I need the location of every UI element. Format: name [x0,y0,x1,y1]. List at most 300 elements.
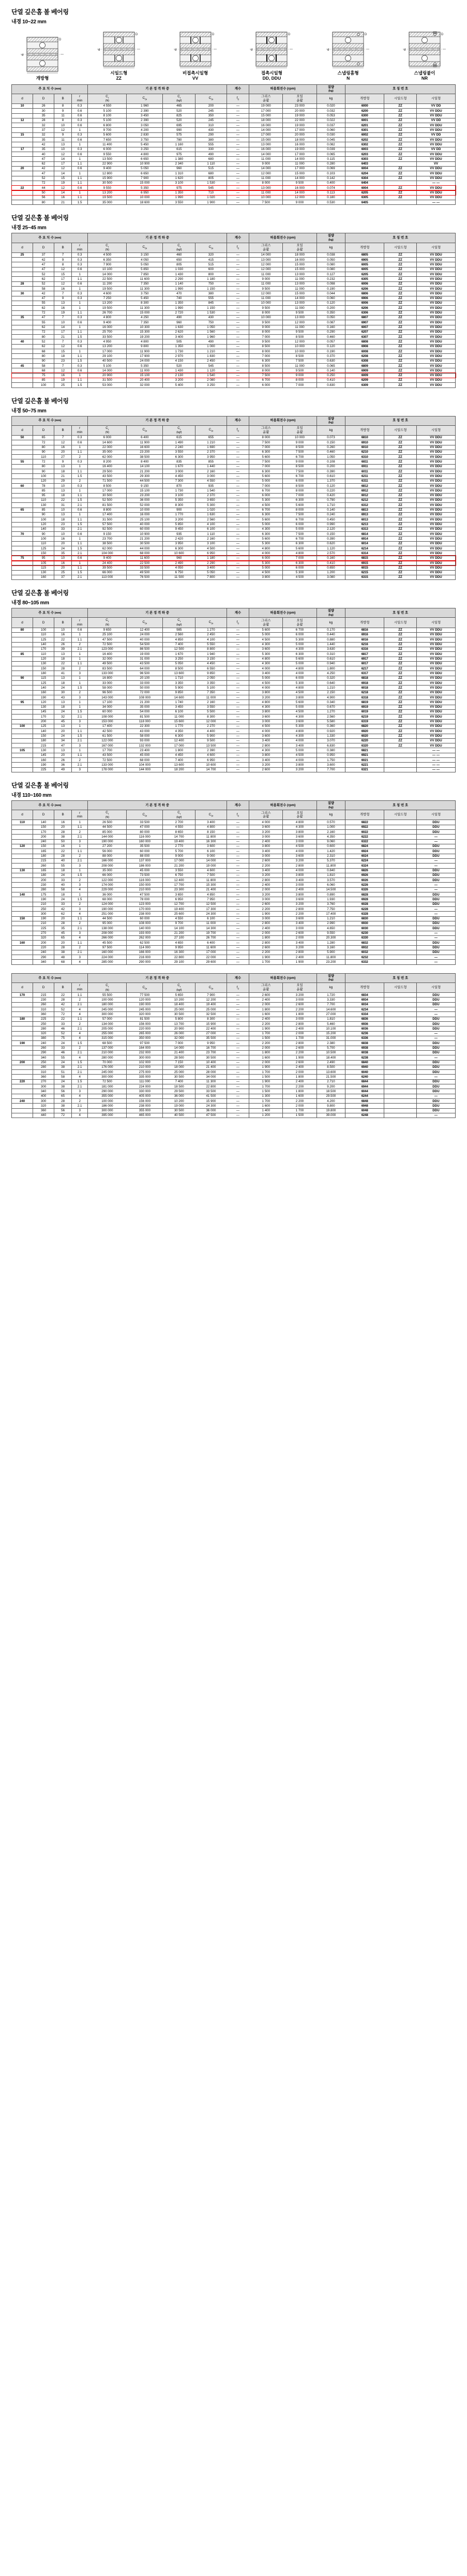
table-row[interactable] [12,632,456,637]
cell-no-seal[interactable]: VV DDU [416,666,455,671]
table-row[interactable] [12,296,456,301]
cell-no-seal[interactable]: — [416,907,455,912]
cell-no-shield[interactable] [384,960,417,964]
cell-no-open[interactable]: 6926 [345,873,384,877]
cell-no-seal[interactable]: VV DD [416,147,455,152]
cell-no-shield[interactable]: ZZ [384,522,417,527]
table-row[interactable] [12,262,456,267]
cell-no-open[interactable]: 6213 [345,522,384,527]
cell-no-seal[interactable]: VV DDU [416,330,455,334]
cell-no-shield[interactable]: ZZ [384,532,417,537]
cell-no-seal[interactable]: — [416,1031,455,1036]
cell-no-seal[interactable]: VV DDU [416,364,455,368]
cell-no-open[interactable]: 6836 [345,1017,384,1021]
cell-no-seal[interactable]: DDU [416,921,455,926]
cell-no-shield[interactable] [384,1065,417,1069]
cell-no-seal[interactable]: DDU [416,1026,455,1031]
table-row[interactable] [12,1108,456,1113]
cell-no-shield[interactable]: ZZ [384,166,417,171]
table-row[interactable] [12,479,456,483]
cell-no-shield[interactable]: ZZ [384,503,417,508]
cell-no-open[interactable]: 6928 [345,897,384,902]
cell-no-open[interactable]: 6908 [345,344,384,349]
cell-no-open[interactable]: 6005 [345,267,384,272]
cell-no-open[interactable]: 6228 [345,907,384,912]
table-row[interactable] [12,281,456,286]
cell-no-open[interactable]: 6807 [345,315,384,320]
cell-no-seal[interactable]: VV DDU [416,320,455,325]
cell-no-seal[interactable]: VV DDU [416,469,455,474]
cell-no-shield[interactable] [384,748,417,753]
cell-no-seal[interactable]: VV DDU [416,541,455,546]
cell-no-shield[interactable]: ZZ [384,277,417,281]
cell-no-shield[interactable]: ZZ [384,508,417,512]
cell-no-open[interactable]: 6212 [345,498,384,502]
cell-no-open[interactable]: 6312 [345,503,384,508]
table-row[interactable] [12,676,456,680]
cell-no-seal[interactable]: DDU [416,830,455,835]
cell-no-shield[interactable] [384,926,417,931]
table-row[interactable] [12,325,456,330]
cell-no-open[interactable]: 6224 [345,858,384,863]
cell-no-shield[interactable]: ZZ [384,705,417,709]
table-row[interactable] [12,128,456,132]
cell-no-shield[interactable]: ZZ [384,512,417,517]
cell-no-seal[interactable]: VV DDU [416,532,455,537]
cell-no-seal[interactable]: VV DDU [416,176,455,181]
cell-no-shield[interactable] [384,931,417,935]
cell-no-shield[interactable]: ZZ [384,440,417,445]
cell-no-open[interactable]: 6814 [345,532,384,537]
cell-no-seal[interactable]: VV DDU [416,157,455,161]
table-row[interactable] [12,993,456,997]
cell-no-open[interactable]: 6232 [345,955,384,960]
cell-no-open[interactable]: 6821 [345,748,384,753]
table-row[interactable] [12,450,456,454]
cell-no-open[interactable]: 6222 [345,835,384,839]
table-row[interactable] [12,469,456,474]
cell-no-shield[interactable]: ZZ [384,383,417,388]
cell-no-open[interactable]: 6806 [345,291,384,296]
table-row[interactable] [12,474,456,479]
cell-no-shield[interactable]: ZZ [384,637,417,642]
cell-no-seal[interactable]: VV DDU [416,681,455,686]
cell-no-seal[interactable]: VV DD [416,118,455,123]
cell-no-open[interactable]: 6044 [345,1089,384,1094]
cell-no-shield[interactable] [384,1007,417,1012]
table-row[interactable] [12,277,456,281]
cell-no-shield[interactable]: ZZ [384,354,417,359]
table-row[interactable] [12,926,456,931]
cell-no-seal[interactable]: VV DDU [416,522,455,527]
cell-no-shield[interactable]: ZZ [384,359,417,363]
table-row[interactable] [12,445,456,450]
cell-no-shield[interactable]: ZZ [384,190,417,195]
cell-no-shield[interactable] [384,941,417,945]
table-row[interactable] [12,863,456,868]
cell-no-open[interactable]: 6244 [345,1094,384,1098]
cell-no-seal[interactable]: VV DDU [416,267,455,272]
cell-no-seal[interactable]: DDU [416,1070,455,1075]
cell-no-shield[interactable]: ZZ [384,561,417,565]
cell-no-open[interactable]: 6226 [345,883,384,887]
cell-no-shield[interactable] [384,997,417,1002]
table-row[interactable] [12,359,456,363]
cell-no-open[interactable]: 6206 [345,306,384,310]
cell-no-seal[interactable]: DDU [416,873,455,877]
table-row[interactable] [12,575,456,579]
cell-no-open[interactable]: 6028 [345,902,384,906]
cell-no-open[interactable]: 6026 [345,878,384,883]
cell-no-shield[interactable]: ZZ [384,373,417,378]
cell-no-open[interactable]: 6919 [345,705,384,709]
cell-no-open[interactable]: 6840 [345,1060,384,1065]
table-row[interactable] [12,1075,456,1079]
cell-no-open[interactable]: 6914 [345,537,384,541]
cell-no-shield[interactable]: ZZ [384,310,417,315]
cell-no-seal[interactable]: VV DDU [416,378,455,382]
cell-no-shield[interactable]: ZZ [384,498,417,502]
table-row[interactable] [12,916,456,921]
cell-no-seal[interactable]: VV DDU [416,291,455,296]
cell-no-open[interactable]: 6014 [345,541,384,546]
cell-no-shield[interactable]: ZZ [384,445,417,450]
cell-no-shield[interactable] [384,1055,417,1060]
table-row[interactable] [12,709,456,714]
cell-no-seal[interactable]: VV DDU [416,642,455,647]
table-row[interactable] [12,719,456,724]
cell-no-open[interactable]: 6832 [345,941,384,945]
table-row[interactable] [12,1041,456,1046]
cell-no-seal[interactable]: — — [416,748,455,753]
cell-no-open[interactable]: 6330 [345,935,384,940]
cell-no-open[interactable]: 6211 [345,474,384,479]
cell-no-shield[interactable]: ZZ [384,729,417,734]
cell-no-shield[interactable] [384,878,417,883]
cell-no-open[interactable]: 6830 [345,916,384,921]
cell-no-open[interactable]: 6236 [345,1031,384,1036]
cell-no-open[interactable]: 6004 [345,166,384,171]
cell-no-seal[interactable]: VV DDU [416,373,455,378]
cell-no-open[interactable]: 6008 [345,349,384,354]
table-row[interactable] [12,753,456,757]
table-row[interactable] [12,883,456,887]
cell-no-shield[interactable]: ZZ [384,724,417,728]
cell-no-seal[interactable]: DDU [416,1002,455,1007]
cell-no-seal[interactable]: VV DDU [416,354,455,359]
cell-no-seal[interactable]: VV DDU [416,676,455,680]
cell-no-open[interactable]: 6003 [345,147,384,152]
cell-no-shield[interactable]: ZZ [384,657,417,661]
table-row[interactable] [12,190,456,195]
cell-no-open[interactable]: 6321 [345,767,384,772]
cell-no-shield[interactable]: ZZ [384,272,417,277]
cell-no-shield[interactable]: ZZ [384,537,417,541]
cell-no-seal[interactable]: VV DDU [416,277,455,281]
cell-no-shield[interactable] [384,767,417,772]
cell-no-open[interactable]: 6048 [345,1108,384,1113]
cell-no-open[interactable]: 6015 [345,565,384,570]
cell-no-seal[interactable]: VV DDU [416,705,455,709]
cell-no-shield[interactable] [384,1060,417,1065]
cell-no-shield[interactable]: ZZ [384,287,417,291]
cell-no-seal[interactable]: VV DDU [416,628,455,632]
cell-no-shield[interactable]: ZZ [384,281,417,286]
table-row[interactable] [12,858,456,863]
table-row[interactable] [12,690,456,695]
cell-no-shield[interactable]: ZZ [384,138,417,142]
table-row[interactable] [12,849,456,854]
cell-no-shield[interactable]: ZZ [384,743,417,748]
cell-no-seal[interactable]: — — [416,753,455,757]
table-row[interactable] [12,1065,456,1069]
cell-no-seal[interactable]: VV DDU [416,459,455,464]
cell-no-shield[interactable] [384,1026,417,1031]
cell-no-open[interactable]: 6944 [345,1084,384,1089]
cell-no-seal[interactable]: VV DDU [416,652,455,657]
cell-no-seal[interactable]: — [416,863,455,868]
cell-no-seal[interactable]: DDU [416,849,455,854]
cell-no-seal[interactable]: DDU [416,950,455,955]
cell-no-open[interactable]: 6403 [345,161,384,166]
cell-no-open[interactable]: 6924 [345,849,384,854]
cell-no-shield[interactable]: ZZ [384,700,417,705]
cell-no-seal[interactable]: VV DDU [416,335,455,339]
cell-no-seal[interactable]: DDU [416,844,455,848]
cell-no-shield[interactable] [384,1094,417,1098]
cell-no-open[interactable]: 6820 [345,724,384,728]
cell-no-open[interactable]: 6203 [345,152,384,157]
cell-no-open[interactable]: 6906 [345,296,384,301]
cell-no-open[interactable]: 6916 [345,632,384,637]
table-row[interactable] [12,166,456,171]
cell-no-seal[interactable]: VV DDU [416,488,455,493]
cell-no-seal[interactable]: DDU [416,1017,455,1021]
table-row[interactable] [12,931,456,935]
cell-no-open[interactable]: 6207 [345,330,384,334]
table-row[interactable] [12,484,456,488]
cell-no-open[interactable]: 6313 [345,527,384,531]
table-row[interactable] [12,335,456,339]
cell-no-shield[interactable] [384,916,417,921]
cell-no-open[interactable]: 6938 [345,1046,384,1050]
table-row[interactable] [12,729,456,734]
cell-no-shield[interactable] [384,993,417,997]
cell-no-seal[interactable]: DDU [416,993,455,997]
cell-no-seal[interactable]: VV DDU [416,190,455,195]
cell-no-shield[interactable] [384,830,417,835]
table-row[interactable] [12,118,456,123]
cell-no-open[interactable]: 6024 [345,854,384,858]
cell-no-open[interactable]: 6848 [345,1099,384,1104]
cell-no-shield[interactable] [384,181,417,185]
cell-no-seal[interactable]: VV DDU [416,113,455,118]
cell-no-shield[interactable]: ZZ [384,435,417,440]
cell-no-seal[interactable]: DDU [416,997,455,1002]
cell-no-shield[interactable] [384,1036,417,1040]
cell-no-seal[interactable]: VV DDU [416,195,455,200]
cell-no-open[interactable]: 6305 [345,195,384,200]
cell-no-shield[interactable] [384,1012,417,1017]
cell-no-shield[interactable]: ZZ [384,364,417,368]
cell-no-open[interactable]: 6209 [345,378,384,382]
table-row[interactable] [12,1026,456,1031]
cell-no-seal[interactable]: VV DDU [416,546,455,551]
cell-no-shield[interactable]: ZZ [384,652,417,657]
cell-no-open[interactable]: 6214 [345,546,384,551]
table-row[interactable] [12,171,456,176]
table-row[interactable] [12,315,456,320]
cell-no-seal[interactable]: — — [416,181,455,185]
cell-no-seal[interactable]: DDU [416,1089,455,1094]
cell-no-seal[interactable]: DDU [416,1041,455,1046]
cell-no-seal[interactable]: DDU [416,926,455,931]
cell-no-open[interactable]: 6019 [345,709,384,714]
cell-no-seal[interactable]: VV DDU [416,315,455,320]
cell-no-seal[interactable]: DDU [416,854,455,858]
cell-no-open[interactable]: 6818 [345,676,384,680]
cell-no-open[interactable]: 6838 [345,1041,384,1046]
table-row[interactable] [12,157,456,161]
cell-no-open[interactable]: 6930 [345,921,384,926]
cell-no-open[interactable]: 6217 [345,666,384,671]
table-row[interactable] [12,873,456,877]
cell-no-open[interactable]: 6817 [345,652,384,657]
cell-no-shield[interactable] [384,1017,417,1021]
table-row[interactable] [12,152,456,157]
cell-no-seal[interactable]: — — [416,763,455,767]
table-row[interactable] [12,301,456,305]
cell-no-open[interactable]: 6219 [345,714,384,719]
table-row[interactable] [12,642,456,647]
cell-no-open[interactable]: 6020 [345,734,384,738]
table-row[interactable] [12,647,456,651]
cell-no-shield[interactable] [384,912,417,916]
cell-no-seal[interactable]: DDU [416,825,455,829]
table-row[interactable] [12,113,456,118]
cell-no-shield[interactable]: ZZ [384,488,417,493]
cell-no-open[interactable]: 6306 [345,310,384,315]
cell-no-seal[interactable]: VV DDU [416,508,455,512]
cell-no-shield[interactable] [384,854,417,858]
cell-no-shield[interactable]: ZZ [384,267,417,272]
cell-no-seal[interactable]: VV DDU [416,287,455,291]
cell-no-shield[interactable] [384,935,417,940]
cell-no-open[interactable]: 6016 [345,637,384,642]
cell-no-open[interactable]: 6309 [345,383,384,388]
cell-no-open[interactable]: 6310 [345,455,384,459]
cell-no-shield[interactable]: ZZ [384,527,417,531]
cell-no-open[interactable]: 6032 [345,950,384,955]
table-row[interactable] [12,354,456,359]
cell-no-open[interactable]: 6934 [345,997,384,1002]
cell-no-shield[interactable]: ZZ [384,118,417,123]
cell-no-seal[interactable]: VV DDU [416,474,455,479]
cell-no-seal[interactable]: VV DDU [416,570,455,575]
cell-no-shield[interactable]: ZZ [384,176,417,181]
table-row[interactable] [12,1046,456,1050]
table-row[interactable] [12,373,456,378]
table-row[interactable] [12,997,456,1002]
cell-no-open[interactable]: 6013 [345,517,384,522]
cell-no-open[interactable]: 6311 [345,479,384,483]
table-row[interactable] [12,1104,456,1108]
cell-no-shield[interactable] [384,849,417,854]
cell-no-shield[interactable] [384,1075,417,1079]
table-row[interactable] [12,738,456,743]
cell-no-seal[interactable]: VV DDU [416,109,455,113]
cell-no-shield[interactable] [384,1089,417,1094]
cell-no-seal[interactable]: VV DDU [416,556,455,560]
cell-no-seal[interactable]: DDU [416,941,455,945]
table-row[interactable] [12,1002,456,1007]
cell-no-shield[interactable] [384,753,417,757]
table-row[interactable] [12,565,456,570]
cell-no-shield[interactable]: ZZ [384,109,417,113]
cell-no-open[interactable]: 6922 [345,825,384,829]
cell-no-open[interactable]: 6215 [345,570,384,575]
cell-no-seal[interactable]: VV DDU [416,503,455,508]
cell-no-seal[interactable]: VV DDU [416,262,455,267]
cell-no-shield[interactable]: ZZ [384,661,417,666]
cell-no-shield[interactable]: ZZ [384,378,417,382]
table-row[interactable] [12,252,456,257]
table-row[interactable] [12,825,456,829]
table-row[interactable] [12,551,456,556]
table-row[interactable] [12,546,456,551]
cell-no-shield[interactable] [384,1050,417,1055]
table-row[interactable] [12,854,456,858]
table-row[interactable] [12,748,456,753]
cell-no-open[interactable]: 6201 [345,123,384,128]
table-row[interactable] [12,868,456,873]
cell-no-seal[interactable]: VV DDU [416,700,455,705]
cell-no-open[interactable]: 6304 [345,176,384,181]
cell-no-shield[interactable]: ZZ [384,493,417,498]
table-row[interactable] [12,637,456,642]
cell-no-shield[interactable] [384,844,417,848]
cell-no-seal[interactable]: VV DDU [416,527,455,531]
cell-no-open[interactable]: 6932 [345,945,384,950]
table-row[interactable] [12,383,456,388]
cell-no-shield[interactable] [384,835,417,839]
cell-no-shield[interactable]: ZZ [384,455,417,459]
cell-no-shield[interactable]: ZZ [384,113,417,118]
cell-no-open[interactable]: 6012 [345,493,384,498]
cell-no-open[interactable]: 6812 [345,484,384,488]
cell-no-seal[interactable]: VV DDU [416,512,455,517]
cell-no-shield[interactable]: ZZ [384,171,417,176]
cell-no-seal[interactable]: DDU [416,868,455,873]
cell-no-seal[interactable]: DDU [416,1099,455,1104]
cell-no-seal[interactable]: — [416,935,455,940]
table-row[interactable] [12,306,456,310]
cell-no-open[interactable]: 6336 [345,1036,384,1040]
table-row[interactable] [12,897,456,902]
cell-no-open[interactable]: 6200 [345,109,384,113]
cell-no-shield[interactable] [384,950,417,955]
cell-no-shield[interactable]: ZZ [384,128,417,132]
cell-no-open[interactable]: 6909 [345,368,384,373]
table-row[interactable] [12,887,456,892]
table-row[interactable] [12,1079,456,1084]
cell-no-shield[interactable]: ZZ [384,291,417,296]
table-row[interactable] [12,724,456,728]
cell-no-open[interactable]: 6248 [345,1113,384,1118]
table-row[interactable] [12,320,456,325]
cell-no-open[interactable]: 6218 [345,690,384,695]
cell-no-open[interactable]: 6221 [345,763,384,767]
